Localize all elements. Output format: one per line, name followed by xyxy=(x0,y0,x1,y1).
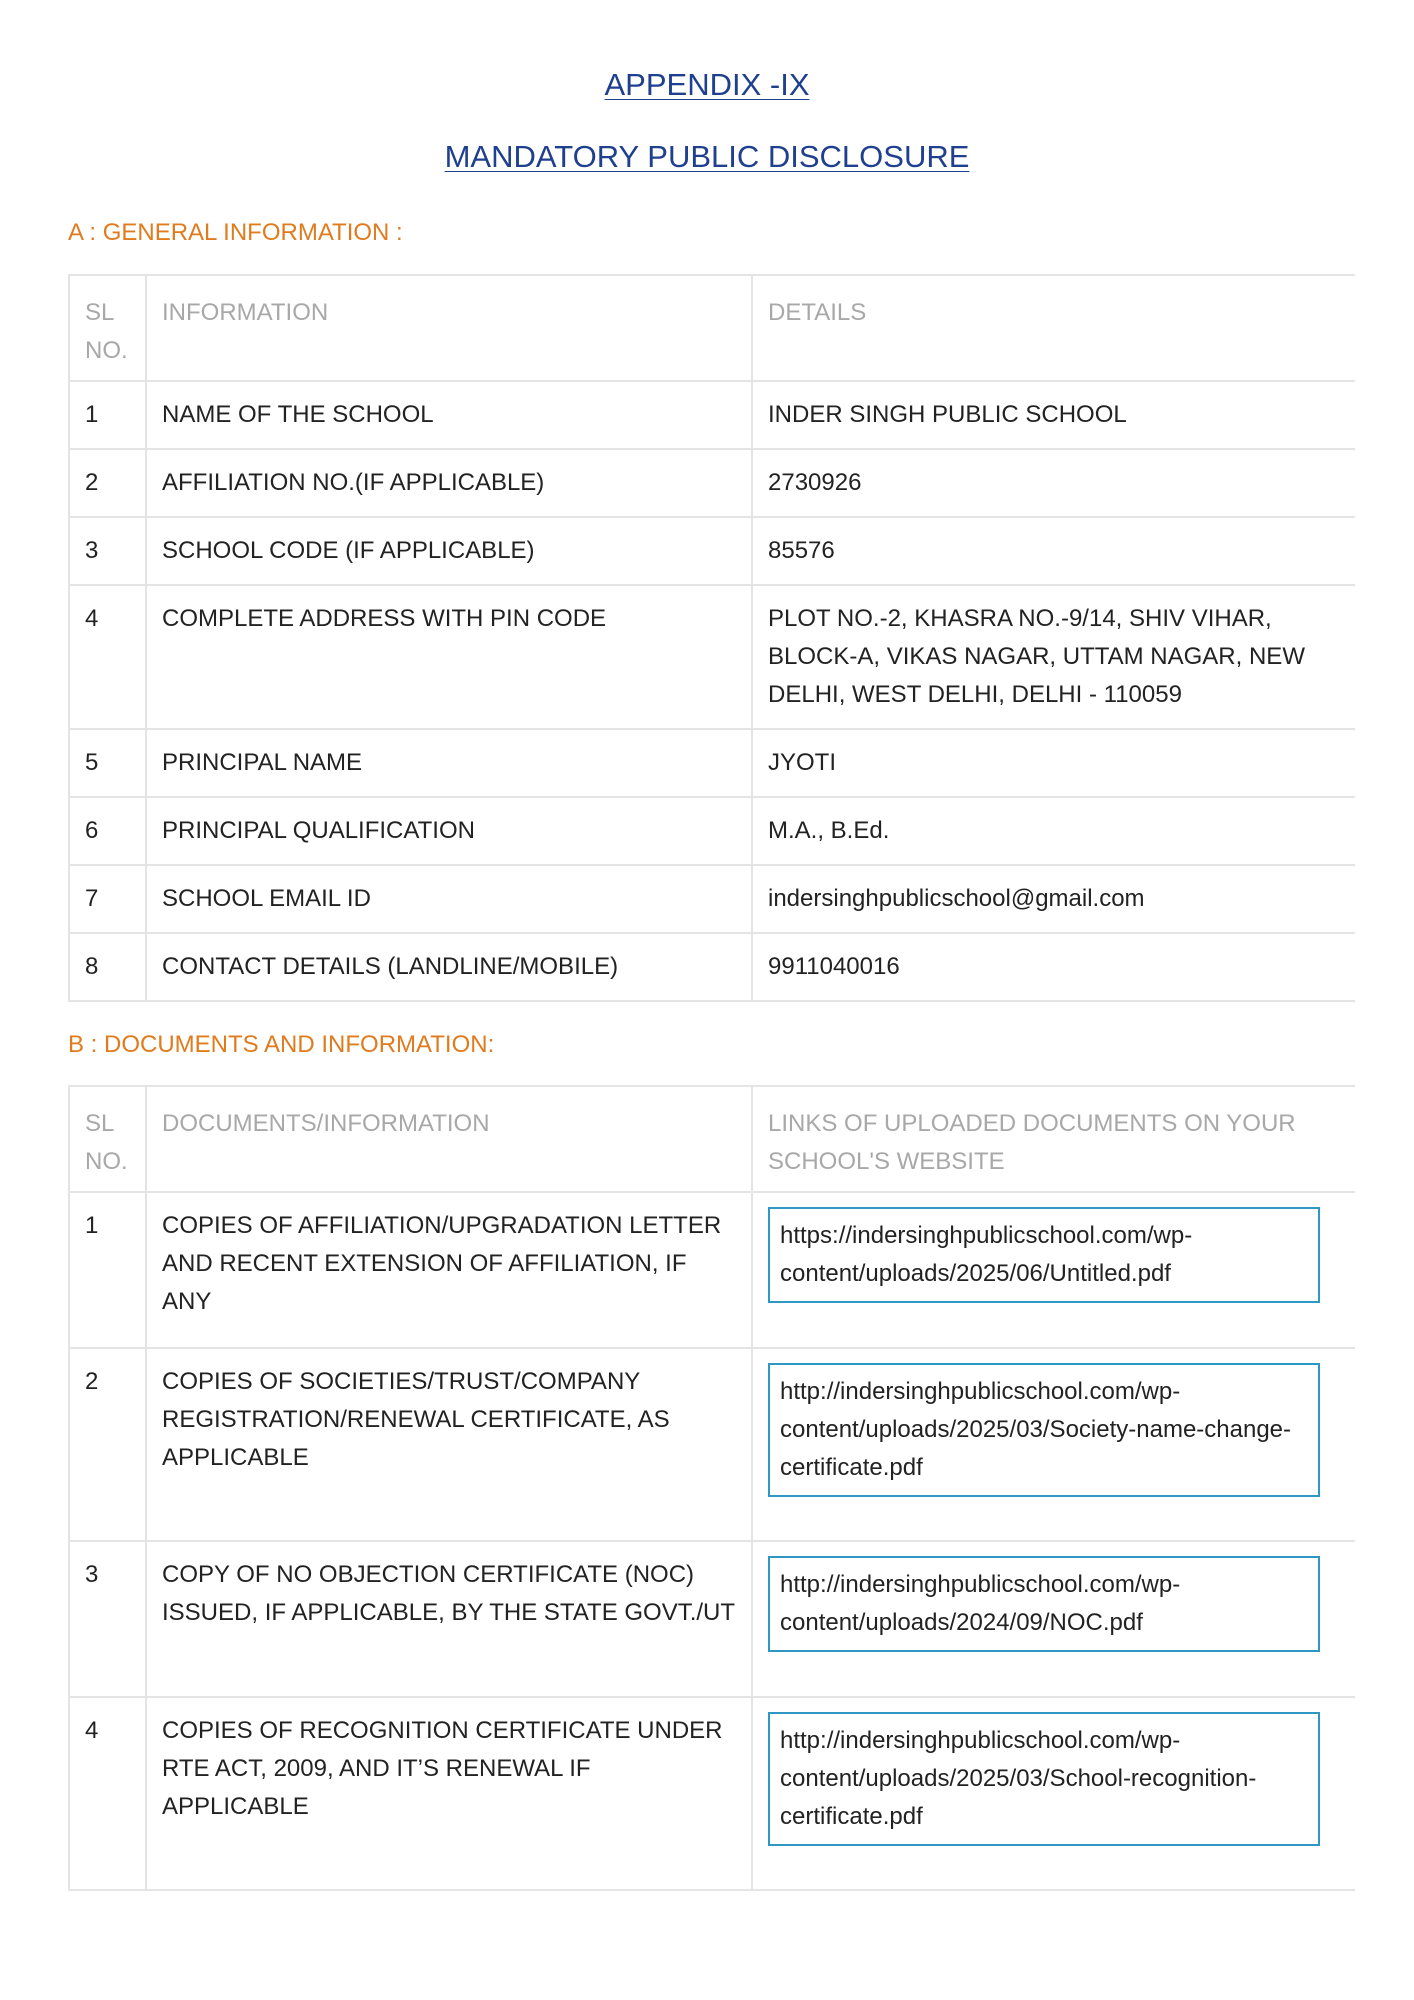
column-header-sl: SL NO. xyxy=(69,275,146,381)
documents-table xyxy=(68,1085,1355,1891)
table-row xyxy=(69,381,1355,449)
table-row xyxy=(69,517,1355,585)
column-header-details: DETAILS xyxy=(752,275,1355,381)
document-link[interactable]: http://indersinghpublicschool.com/wp-content/uploads/2025/03/School-recognition-certificate.pdf xyxy=(768,1712,1320,1846)
information-cell: AFFILIATION NO.(IF APPLICABLE) xyxy=(146,449,752,517)
details-cell: M.A., B.Ed. xyxy=(752,797,1355,865)
document-cell: COPIES OF RECOGNITION CERTIFICATE UNDER RTE ACT, 2009, AND IT’S RENEWAL IF APPLICABLE xyxy=(146,1697,752,1890)
sl-cell: 6 xyxy=(69,797,146,865)
table-row xyxy=(69,1192,1355,1348)
document-link[interactable]: http://indersinghpublicschool.com/wp-content/uploads/2025/03/Society-name-change-certificate.pdf xyxy=(768,1363,1320,1497)
information-cell: NAME OF THE SCHOOL xyxy=(146,381,752,449)
document-link[interactable]: http://indersinghpublicschool.com/wp-content/uploads/2024/09/NOC.pdf xyxy=(768,1556,1320,1652)
details-cell: PLOT NO.-2, KHASRA NO.-9/14, SHIV VIHAR, BLOCK-A, VIKAS NAGAR, UTTAM NAGAR, NEW DELHI, WEST DELHI, DELHI - 110059 xyxy=(752,585,1355,729)
column-header-sl: SL NO. xyxy=(69,1086,146,1192)
information-cell: SCHOOL EMAIL ID xyxy=(146,865,752,933)
link-cell xyxy=(752,1192,1355,1348)
general-information-table xyxy=(68,274,1355,1002)
sl-cell: 8 xyxy=(69,933,146,1001)
table-row xyxy=(69,585,1355,729)
table-row xyxy=(69,1348,1355,1541)
table-row xyxy=(69,449,1355,517)
table-row xyxy=(69,933,1355,1001)
link-cell xyxy=(752,1348,1355,1541)
document-link[interactable]: https://indersinghpublicschool.com/wp-content/uploads/2025/06/Untitled.pdf xyxy=(768,1207,1320,1303)
table-row xyxy=(69,797,1355,865)
table-header-row xyxy=(69,1086,1355,1192)
document-cell: COPIES OF AFFILIATION/UPGRADATION LETTER AND RECENT EXTENSION OF AFFILIATION, IF ANY xyxy=(146,1192,752,1348)
sl-cell: 2 xyxy=(69,1348,146,1541)
details-cell: 9911040016 xyxy=(752,933,1355,1001)
link-cell xyxy=(752,1541,1355,1697)
sl-cell: 4 xyxy=(69,1697,146,1890)
table-row xyxy=(69,729,1355,797)
sl-cell: 1 xyxy=(69,381,146,449)
column-header-information: INFORMATION xyxy=(146,275,752,381)
information-cell: COMPLETE ADDRESS WITH PIN CODE xyxy=(146,585,752,729)
details-cell: indersinghpublicschool@gmail.com xyxy=(752,865,1355,933)
document-cell: COPY OF NO OBJECTION CERTIFICATE (NOC) ISSUED, IF APPLICABLE, BY THE STATE GOVT./UT xyxy=(146,1541,752,1697)
details-cell: 2730926 xyxy=(752,449,1355,517)
document-cell: COPIES OF SOCIETIES/TRUST/COMPANY REGISTRATION/RENEWAL CERTIFICATE, AS APPLICABLE xyxy=(146,1348,752,1541)
information-cell: CONTACT DETAILS (LANDLINE/MOBILE) xyxy=(146,933,752,1001)
details-cell: 85576 xyxy=(752,517,1355,585)
sl-cell: 7 xyxy=(69,865,146,933)
sl-cell: 3 xyxy=(69,1541,146,1697)
sl-cell: 2 xyxy=(69,449,146,517)
column-header-documents: DOCUMENTS/INFORMATION xyxy=(146,1086,752,1192)
details-cell: INDER SINGH PUBLIC SCHOOL xyxy=(752,381,1355,449)
sl-cell: 3 xyxy=(69,517,146,585)
information-cell: PRINCIPAL NAME xyxy=(146,729,752,797)
information-cell: SCHOOL CODE (IF APPLICABLE) xyxy=(146,517,752,585)
table-header-row xyxy=(69,275,1355,381)
table-row xyxy=(69,865,1355,933)
appendix-heading: APPENDIX -IX xyxy=(604,67,810,102)
column-header-links: LINKS OF UPLOADED DOCUMENTS ON YOUR SCHOOL'S WEBSITE xyxy=(752,1086,1355,1192)
sl-cell: 1 xyxy=(69,1192,146,1348)
link-cell xyxy=(752,1697,1355,1890)
table-row xyxy=(69,1697,1355,1890)
information-cell: PRINCIPAL QUALIFICATION xyxy=(146,797,752,865)
details-cell: JYOTI xyxy=(752,729,1355,797)
section-b-heading: B : DOCUMENTS AND INFORMATION: xyxy=(68,1031,495,1058)
section-a-heading: A : GENERAL INFORMATION : xyxy=(68,219,403,246)
table-row xyxy=(69,1541,1355,1697)
sl-cell: 4 xyxy=(69,585,146,729)
sl-cell: 5 xyxy=(69,729,146,797)
page-title: MANDATORY PUBLIC DISCLOSURE xyxy=(444,139,970,174)
